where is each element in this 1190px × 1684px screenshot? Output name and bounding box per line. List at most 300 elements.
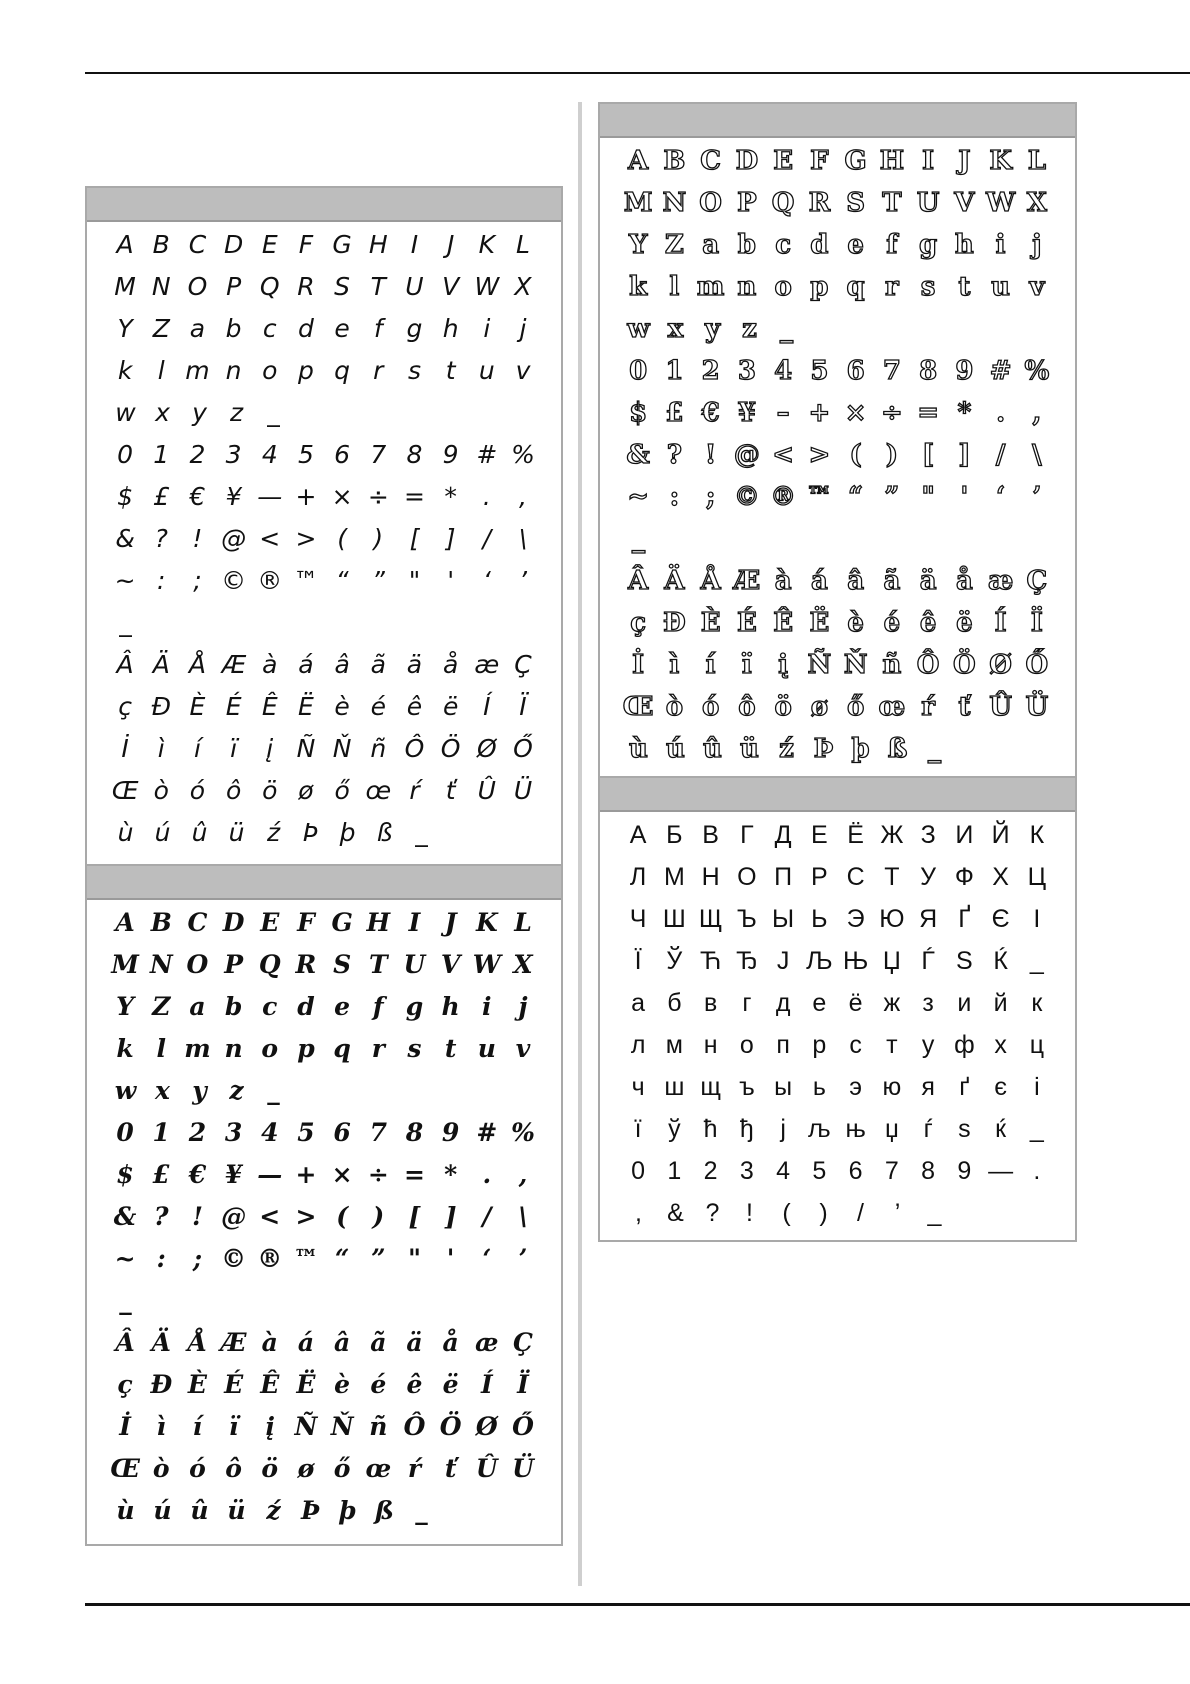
glyph: l bbox=[156, 1034, 166, 1063]
glyph: ô bbox=[738, 692, 756, 722]
glyph: + bbox=[808, 398, 831, 428]
glyph-row bbox=[107, 1364, 541, 1406]
glyph: F bbox=[810, 146, 829, 176]
glyph: İ bbox=[121, 734, 129, 763]
glyph: н bbox=[703, 1031, 718, 1059]
glyph: K bbox=[478, 230, 495, 259]
glyph: I bbox=[410, 230, 419, 259]
glyph: Ň bbox=[843, 650, 868, 680]
glyph: ¥ bbox=[225, 482, 242, 511]
glyph: m bbox=[696, 272, 725, 302]
glyph-row bbox=[107, 986, 541, 1028]
glyph-grid bbox=[87, 222, 561, 854]
glyph: [ bbox=[408, 1202, 421, 1231]
glyph: ő bbox=[334, 776, 350, 805]
glyph: 6 bbox=[848, 1157, 863, 1185]
glyph: ’ bbox=[1032, 482, 1042, 512]
glyph: ť bbox=[445, 776, 456, 805]
glyph: Y bbox=[628, 230, 648, 260]
glyph: ® bbox=[257, 566, 283, 595]
glyph: ќ bbox=[995, 1115, 1007, 1143]
glyph: ã bbox=[370, 1328, 387, 1357]
glyph: Њ bbox=[842, 947, 869, 975]
glyph: . bbox=[482, 1160, 492, 1189]
glyph: + bbox=[295, 1160, 317, 1189]
glyph: s bbox=[407, 1034, 422, 1063]
glyph: ( bbox=[782, 1199, 791, 1227]
glyph: ã bbox=[883, 566, 901, 596]
glyph: á bbox=[297, 1328, 315, 1357]
glyph: ‘ bbox=[482, 1244, 492, 1273]
glyph: ж bbox=[883, 989, 901, 1017]
font-panel-gothic bbox=[85, 186, 563, 866]
glyph: G bbox=[332, 230, 352, 259]
glyph: j bbox=[519, 314, 527, 343]
glyph: O bbox=[186, 950, 209, 979]
glyph-row bbox=[107, 1154, 541, 1196]
glyph: M bbox=[623, 188, 653, 218]
glyph: У bbox=[920, 863, 937, 891]
glyph: 7 bbox=[882, 356, 901, 386]
glyph: © bbox=[221, 1244, 247, 1273]
glyph: 7 bbox=[369, 1118, 387, 1147]
glyph: “ bbox=[848, 482, 864, 512]
glyph: É bbox=[736, 608, 757, 638]
glyph: o bbox=[262, 356, 278, 385]
glyph: ñ bbox=[882, 650, 902, 680]
glyph-row bbox=[620, 728, 1055, 770]
glyph: £ bbox=[153, 482, 170, 511]
glyph: # bbox=[476, 1118, 498, 1147]
glyph: ( bbox=[336, 1202, 349, 1231]
glyph: — bbox=[988, 1157, 1014, 1185]
glyph: Đ bbox=[150, 1370, 173, 1399]
glyph: o bbox=[261, 1034, 279, 1063]
glyph: Ø bbox=[989, 650, 1012, 680]
glyph: : bbox=[157, 566, 166, 595]
glyph: W bbox=[986, 188, 1016, 218]
glyph-row bbox=[620, 1108, 1055, 1150]
glyph: Ë bbox=[809, 608, 830, 638]
glyph: œ bbox=[365, 776, 392, 805]
glyph: T bbox=[882, 188, 902, 218]
glyph: $ bbox=[629, 398, 648, 428]
glyph: N bbox=[662, 188, 687, 218]
glyph: % bbox=[1024, 356, 1050, 386]
glyph: X bbox=[514, 272, 532, 301]
glyph-row bbox=[620, 1150, 1055, 1192]
glyph: ] bbox=[444, 1202, 457, 1231]
glyph: w bbox=[115, 398, 136, 427]
glyph: F bbox=[298, 230, 314, 259]
glyph: Ü bbox=[513, 776, 533, 805]
glyph: / bbox=[482, 524, 492, 553]
glyph: N bbox=[149, 950, 173, 979]
glyph-row bbox=[107, 1238, 541, 1280]
glyph: à bbox=[774, 566, 792, 596]
glyph: * bbox=[444, 482, 457, 511]
glyph-row bbox=[620, 560, 1055, 602]
glyph: s bbox=[920, 272, 936, 302]
glyph: ! bbox=[746, 1199, 753, 1227]
glyph: > bbox=[808, 440, 831, 470]
glyph: Z bbox=[152, 314, 170, 343]
glyph: к bbox=[1031, 989, 1043, 1017]
glyph: Ь bbox=[811, 905, 828, 933]
glyph: ь bbox=[812, 1073, 826, 1101]
glyph: 8 bbox=[921, 1157, 936, 1185]
glyph: B bbox=[663, 146, 686, 176]
glyph: ’ bbox=[894, 1199, 901, 1227]
glyph: Е bbox=[811, 821, 828, 849]
glyph: $ bbox=[116, 1160, 134, 1189]
glyph: ¥ bbox=[737, 398, 756, 428]
glyph: _ bbox=[928, 734, 941, 764]
glyph: b bbox=[737, 230, 756, 260]
glyph: 2 bbox=[189, 440, 206, 469]
glyph: L bbox=[514, 908, 532, 937]
glyph: Z bbox=[152, 992, 171, 1021]
glyph: A bbox=[116, 230, 134, 259]
glyph: S bbox=[846, 188, 866, 218]
glyph: ç bbox=[117, 1370, 133, 1399]
glyph: 7 bbox=[370, 440, 387, 469]
glyph: z bbox=[229, 398, 244, 427]
glyph: F bbox=[297, 908, 315, 937]
glyph-row bbox=[620, 602, 1055, 644]
glyph: ' bbox=[960, 482, 969, 512]
glyph: Û bbox=[989, 692, 1012, 722]
glyph: ] bbox=[958, 440, 971, 470]
glyph: × bbox=[844, 398, 867, 428]
glyph: 1 bbox=[665, 356, 684, 386]
glyph: n bbox=[737, 272, 757, 302]
glyph-row bbox=[107, 560, 541, 602]
glyph: A bbox=[115, 908, 135, 937]
glyph: — bbox=[257, 482, 283, 511]
glyph: Æ bbox=[733, 566, 761, 596]
glyph: 4 bbox=[261, 440, 278, 469]
glyph: ä bbox=[919, 566, 937, 596]
glyph: Ñ bbox=[296, 734, 316, 763]
glyph: € bbox=[189, 482, 206, 511]
glyph: я bbox=[921, 1073, 935, 1101]
glyph: м bbox=[665, 1031, 683, 1059]
glyph: 9 bbox=[442, 440, 459, 469]
glyph: ä bbox=[406, 1328, 423, 1357]
glyph-row bbox=[620, 1024, 1055, 1066]
glyph: k bbox=[117, 356, 133, 385]
glyph: q bbox=[334, 356, 351, 385]
glyph: ~ bbox=[114, 1244, 136, 1273]
glyph: Ä bbox=[151, 1328, 171, 1357]
glyph: d bbox=[297, 992, 315, 1021]
glyph: å bbox=[442, 1328, 459, 1357]
glyph: T bbox=[370, 272, 386, 301]
glyph: ? bbox=[153, 1202, 169, 1231]
glyph-row bbox=[107, 392, 541, 434]
glyph: ŕ bbox=[409, 776, 420, 805]
glyph: a bbox=[702, 230, 720, 260]
glyph: z bbox=[229, 1076, 244, 1105]
glyph: О bbox=[737, 863, 757, 891]
glyph: z bbox=[742, 314, 757, 344]
glyph: U bbox=[403, 950, 426, 979]
glyph: ú bbox=[154, 818, 171, 847]
glyph: Г bbox=[740, 821, 754, 849]
glyph: G bbox=[844, 146, 867, 176]
glyph: â bbox=[847, 566, 865, 596]
glyph: ê bbox=[406, 692, 423, 721]
glyph: Л bbox=[629, 863, 647, 891]
glyph: о bbox=[739, 1031, 754, 1059]
glyph: M bbox=[111, 950, 139, 979]
glyph: £ bbox=[665, 398, 684, 428]
glyph: Ы bbox=[772, 905, 795, 933]
glyph: \ bbox=[1032, 440, 1042, 470]
glyph: ö bbox=[262, 776, 278, 805]
glyph: à bbox=[262, 650, 278, 679]
glyph: љ bbox=[808, 1115, 831, 1143]
glyph: á bbox=[810, 566, 828, 596]
glyph: U bbox=[405, 272, 424, 301]
glyph: д bbox=[775, 989, 791, 1017]
glyph: w bbox=[627, 314, 650, 344]
glyph: œ bbox=[365, 1454, 392, 1483]
glyph: È bbox=[189, 692, 206, 721]
glyph: / bbox=[995, 440, 1006, 470]
glyph: _ bbox=[927, 1199, 942, 1227]
glyph: Ц bbox=[1027, 863, 1047, 891]
glyph: Þ bbox=[302, 818, 319, 847]
glyph: * bbox=[444, 1160, 458, 1189]
glyph: ü bbox=[227, 1496, 246, 1525]
glyph: 3 bbox=[225, 440, 242, 469]
glyph: n bbox=[225, 356, 242, 385]
glyph-row bbox=[107, 476, 541, 518]
glyph: ш bbox=[664, 1073, 685, 1101]
glyph: Р bbox=[811, 863, 828, 891]
glyph: c bbox=[775, 230, 792, 260]
glyph: f bbox=[886, 230, 898, 260]
glyph: Í bbox=[483, 692, 491, 721]
glyph: ź bbox=[266, 818, 281, 847]
glyph: a bbox=[189, 314, 206, 343]
glyph: Ň bbox=[332, 734, 352, 763]
glyph: ï bbox=[228, 1412, 239, 1441]
glyph: ź bbox=[779, 734, 794, 764]
glyph: _ bbox=[780, 314, 793, 344]
glyph-row bbox=[620, 644, 1055, 686]
glyph: l bbox=[157, 356, 165, 385]
glyph: Ё bbox=[847, 821, 864, 849]
glyph: D bbox=[222, 908, 245, 937]
glyph: 6 bbox=[334, 440, 351, 469]
panel-header bbox=[87, 188, 561, 222]
glyph: þ bbox=[338, 1496, 357, 1525]
glyph: ë bbox=[442, 1370, 459, 1399]
glyph: æ bbox=[475, 1328, 499, 1357]
glyph: ђ bbox=[739, 1115, 754, 1143]
glyph: D bbox=[223, 230, 244, 259]
glyph: Ç bbox=[514, 650, 532, 679]
glyph: Ô bbox=[404, 734, 425, 763]
glyph: ø bbox=[297, 1454, 315, 1483]
glyph: S bbox=[333, 950, 352, 979]
glyph: _ bbox=[1029, 947, 1044, 975]
glyph: 2 bbox=[188, 1118, 207, 1147]
glyph: Å bbox=[188, 650, 206, 679]
glyph: O bbox=[699, 188, 722, 218]
glyph: ~ bbox=[114, 566, 136, 595]
glyph: y bbox=[192, 398, 207, 427]
top-rule bbox=[85, 72, 1190, 74]
glyph: à bbox=[261, 1328, 278, 1357]
glyph-grid bbox=[600, 138, 1075, 770]
glyph: ù bbox=[629, 734, 648, 764]
glyph: ø bbox=[810, 692, 829, 722]
glyph: q bbox=[333, 1034, 351, 1063]
glyph: B bbox=[152, 230, 170, 259]
glyph: è bbox=[334, 692, 350, 721]
glyph-row bbox=[620, 350, 1055, 392]
glyph: ñ bbox=[370, 734, 387, 763]
glyph: N bbox=[151, 272, 171, 301]
glyph: H bbox=[366, 908, 391, 937]
glyph: К bbox=[1029, 821, 1045, 849]
glyph: 0 bbox=[631, 1157, 646, 1185]
glyph: ä bbox=[406, 650, 423, 679]
glyph: Ø bbox=[476, 734, 497, 763]
glyph: В bbox=[702, 821, 719, 849]
glyph: Ő bbox=[512, 1412, 534, 1441]
glyph: , bbox=[1032, 398, 1042, 428]
glyph: ö bbox=[774, 692, 792, 722]
glyph: Œ bbox=[110, 1454, 140, 1483]
glyph-row bbox=[620, 898, 1055, 940]
glyph: Ü bbox=[1025, 692, 1049, 722]
glyph: u bbox=[478, 356, 495, 385]
glyph: Å bbox=[187, 1328, 208, 1357]
glyph: h bbox=[442, 314, 459, 343]
glyph: 1 bbox=[152, 1118, 170, 1147]
glyph: È bbox=[700, 608, 721, 638]
glyph: K bbox=[475, 908, 498, 937]
glyph: с bbox=[849, 1031, 862, 1059]
font-panel-script bbox=[85, 864, 563, 1546]
glyph: Ќ bbox=[993, 947, 1008, 975]
glyph: ” bbox=[371, 566, 385, 595]
glyph: Ê bbox=[260, 1370, 280, 1399]
glyph: ї bbox=[634, 1115, 642, 1143]
glyph-row bbox=[620, 686, 1055, 728]
glyph: Ћ bbox=[699, 947, 722, 975]
glyph: U bbox=[916, 188, 940, 218]
glyph: œ bbox=[878, 692, 906, 722]
glyph: X bbox=[513, 950, 533, 979]
glyph: Â bbox=[115, 1328, 135, 1357]
glyph: " bbox=[921, 482, 935, 512]
glyph: Ő bbox=[1025, 650, 1049, 680]
glyph: З bbox=[920, 821, 936, 849]
glyph: ì bbox=[669, 650, 680, 680]
glyph: ú bbox=[666, 734, 685, 764]
glyph: ö bbox=[261, 1454, 279, 1483]
glyph: ñ bbox=[369, 1412, 388, 1441]
glyph: ò bbox=[152, 1454, 170, 1483]
glyph: Œ bbox=[111, 776, 139, 805]
glyph: f bbox=[372, 992, 384, 1021]
glyph: å bbox=[955, 566, 973, 596]
glyph: d bbox=[298, 314, 314, 343]
glyph: Ж bbox=[880, 821, 904, 849]
glyph: , bbox=[518, 1160, 528, 1189]
glyph: щ bbox=[700, 1073, 721, 1101]
glyph: h bbox=[954, 230, 974, 260]
glyph: e bbox=[847, 230, 864, 260]
glyph-row bbox=[107, 1448, 541, 1490]
glyph: а bbox=[631, 989, 646, 1017]
glyph: n bbox=[224, 1034, 243, 1063]
glyph: R bbox=[297, 272, 315, 301]
glyph-row bbox=[620, 814, 1055, 856]
glyph-row bbox=[620, 224, 1055, 266]
glyph-row bbox=[620, 940, 1055, 982]
glyph: ß bbox=[376, 818, 393, 847]
glyph: ÷ bbox=[880, 398, 903, 428]
glyph: _ bbox=[415, 818, 428, 847]
glyph: þ bbox=[339, 818, 356, 847]
glyph: Đ bbox=[151, 692, 171, 721]
glyph-row bbox=[107, 350, 541, 392]
glyph: ’ bbox=[519, 566, 527, 595]
glyph: њ bbox=[845, 1115, 866, 1143]
glyph: Ф bbox=[954, 863, 974, 891]
glyph: Ő bbox=[513, 734, 533, 763]
glyph: T bbox=[368, 950, 388, 979]
glyph: æ bbox=[474, 650, 500, 679]
glyph: į bbox=[265, 1412, 275, 1441]
glyph: Х bbox=[992, 863, 1009, 891]
glyph: ъ bbox=[739, 1073, 755, 1101]
glyph: å bbox=[442, 650, 459, 679]
glyph: g bbox=[919, 230, 938, 260]
glyph: Ä bbox=[152, 650, 170, 679]
glyph: Ï bbox=[519, 692, 527, 721]
glyph: H bbox=[879, 146, 905, 176]
glyph: p bbox=[297, 1034, 315, 1063]
glyph: b bbox=[224, 992, 243, 1021]
glyph: ¥ bbox=[224, 1160, 243, 1189]
glyph: y bbox=[192, 1076, 207, 1105]
glyph: ' bbox=[446, 1244, 455, 1273]
glyph: E bbox=[261, 230, 278, 259]
glyph: Í bbox=[994, 608, 1007, 638]
glyph: ő bbox=[333, 1454, 351, 1483]
glyph: ü bbox=[740, 734, 759, 764]
glyph: ! bbox=[192, 524, 203, 553]
glyph: _ bbox=[1029, 1115, 1044, 1143]
glyph: e bbox=[334, 314, 350, 343]
glyph: j bbox=[1032, 230, 1042, 260]
glyph-row bbox=[107, 1028, 541, 1070]
glyph: v bbox=[1029, 272, 1045, 302]
glyph: m bbox=[185, 356, 210, 385]
glyph: : bbox=[156, 1244, 166, 1273]
glyph: Q bbox=[259, 272, 280, 301]
glyph: Ô bbox=[403, 1412, 426, 1441]
glyph: x bbox=[155, 1076, 170, 1105]
